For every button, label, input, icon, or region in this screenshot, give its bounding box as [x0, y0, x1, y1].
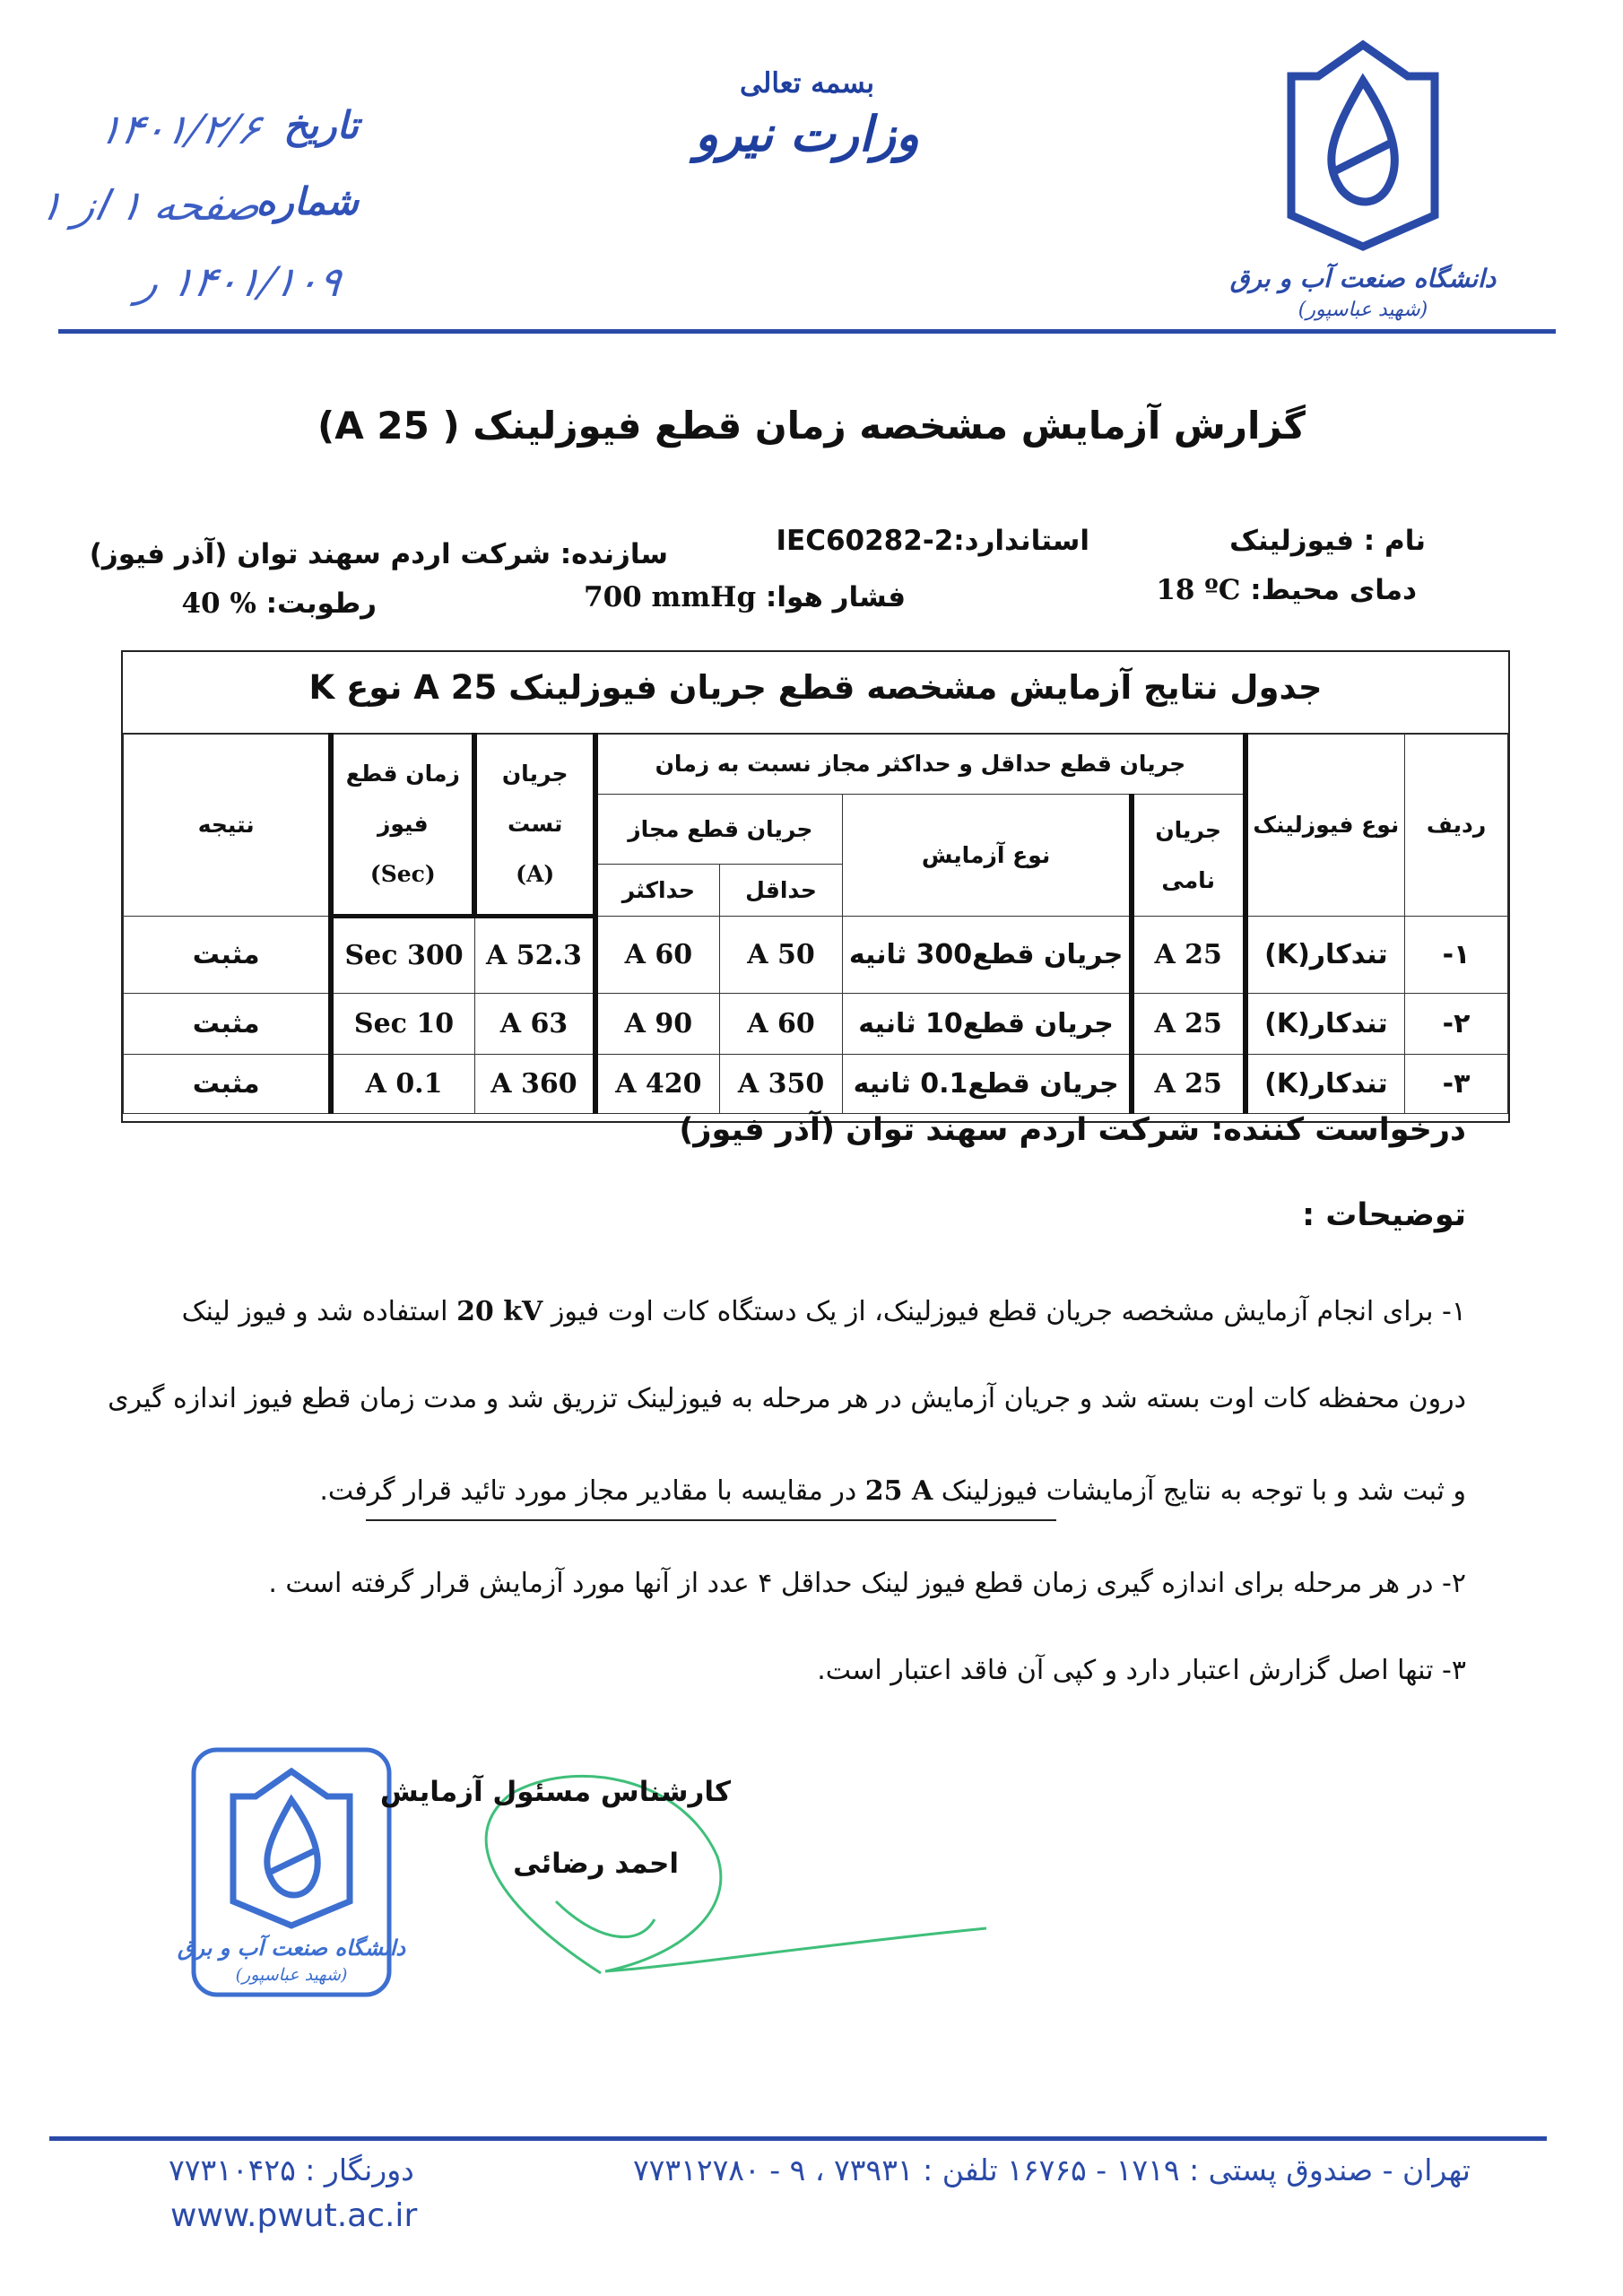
table-row: [124, 994, 1508, 1055]
date-value: ۱۴۰۱/۲/۶: [94, 105, 265, 153]
cell-test-current: 52.3 A: [474, 917, 595, 994]
cell-fuse-type: تندکار(K): [1245, 917, 1405, 994]
note-line-3: [319, 1475, 1466, 1507]
header-min: حداقل: [719, 865, 843, 917]
info-standard: استاندارد:IEC60282-2: [776, 525, 1089, 557]
attachment-value: ۱۴۰۱/۱۰۹ ر: [133, 257, 346, 306]
number-label: شماره: [256, 179, 359, 223]
cell-test-type: جریان قطع10 ثانیه: [843, 994, 1132, 1055]
notes-heading: توضیحات :: [1302, 1197, 1466, 1233]
cell-fuse-time: 0.1 A: [331, 1055, 474, 1114]
note-line-3a: و ثبت شد و با توجه به نتایج آزمایشات فیوزلینک: [933, 1475, 1466, 1507]
cell-row-no: ۲-: [1405, 994, 1508, 1055]
table-row: [124, 917, 1508, 994]
number-row: [18, 179, 359, 244]
humidity-value: 40 %: [181, 587, 256, 620]
note-line-1a: ۱- برای انجام آزمایش مشخصه جریان قطع فیوزلینک، از یک دستگاه کات اوت فیوز: [542, 1296, 1466, 1327]
cell-fuse-type: تندکار(K): [1245, 994, 1405, 1055]
cell-fuse-type: تندکار(K): [1245, 1055, 1405, 1114]
footer-address: تهران - صندوق پستی : ۱۷۱۹ - ۱۶۷۶۵ تلفن : ۷۳۹۳۱ ، ۹ - ۷۷۳۱۲۷۸۰: [632, 2152, 1471, 2187]
signature-title: کارشناس مسئول آزمایش: [379, 1776, 731, 1808]
results-table-frame: [121, 650, 1510, 1123]
cell-max: 60 A: [595, 917, 719, 994]
svg-text:دانشگاه صنعت آب و برق: دانشگاه صنعت آب و برق: [177, 1935, 406, 1961]
note-line-1b: 20 kV: [456, 1296, 543, 1327]
signature-block: [379, 1758, 825, 2009]
table-title: جدول نتایج آزمایش مشخصه قطع جریان فیوزلینک 25 A نوع K: [123, 652, 1508, 735]
cell-test-type: جریان قطع300 ثانیه: [843, 917, 1132, 994]
requester: درخواست کننده: شرکت اردم سهند توان (آذر فیوز): [679, 1112, 1466, 1148]
cell-min: 60 A: [719, 994, 843, 1055]
footer-website: www.pwut.ac.ir: [170, 2197, 418, 2234]
cell-rated-current: 25 A: [1132, 994, 1245, 1055]
header-result: نتیجه: [124, 734, 332, 917]
cell-test-type: جریان قطع0.1 ثانیه: [843, 1055, 1132, 1114]
cell-fuse-time: 300 Sec: [331, 917, 474, 994]
cell-result: مثبت: [124, 994, 332, 1055]
results-table: [123, 733, 1508, 1114]
date-row: [18, 103, 359, 168]
svg-text:دانشگاه صنعت آب و برق: دانشگاه صنعت آب و برق: [1229, 264, 1497, 293]
header-group: جریان قطع حداقل و حداکثر مجاز نسبت به زمان: [595, 734, 1245, 795]
header-test-type: نوع آزمایش: [843, 795, 1132, 917]
header-fuse-time: [331, 734, 474, 917]
reference-block: [18, 103, 359, 327]
pressure-value: 700 mmHg: [584, 581, 757, 613]
pressure-label: فشار هوا:: [765, 581, 906, 613]
header-max: حداکثر: [595, 865, 719, 917]
cell-min: 50 A: [719, 917, 843, 994]
note-line-3b: 25 A: [864, 1475, 933, 1507]
header-fuse-type: نوع فیوزلینک: [1245, 734, 1405, 917]
cell-max: 90 A: [595, 994, 719, 1055]
info-name: نام : فیوزلینک: [1229, 525, 1426, 557]
date-label: تاریخ: [283, 103, 359, 147]
note-line-2: درون محفظه کات اوت بسته شد و جریان آزمایش در هر مرحله به فیوزلینک تزریق شد و مدت زمان قطع فیوز اندازه گیری: [108, 1383, 1466, 1414]
note-line-4: ۲- در هر مرحله برای اندازه گیری زمان قطع فیوز لینک حداقل ۴ عدد از آنها مورد آزمایش قرار گرفته است .: [268, 1568, 1466, 1599]
cell-min: 350 A: [719, 1055, 843, 1114]
university-stamp: [177, 1744, 406, 2000]
header-center: [681, 67, 933, 162]
note-line-5: ۳- تنها اصل گزارش اعتبار دارد و کپی آن فاقد اعتبار است.: [817, 1655, 1466, 1686]
header-test-current: [474, 734, 595, 917]
cell-fuse-time: 10 Sec: [331, 994, 474, 1055]
bismillah: بسمه تعالی: [740, 67, 874, 100]
svg-text:(شهید عباسپور): (شهید عباسپور): [235, 1965, 348, 1985]
info-pressure: [584, 581, 906, 613]
note-line-3c: در مقایسه با مقادیر مجاز مورد تائید قرار گرفت.: [319, 1475, 865, 1507]
number-value: صفحه ۱ از ۱: [35, 181, 265, 230]
cell-rated-current: 25 A: [1132, 917, 1245, 994]
header-divider: [58, 329, 1556, 334]
header-fuse-time-line3: (Sec): [369, 860, 436, 887]
note-line-1: [182, 1296, 1466, 1327]
header-row-no: ردیف: [1405, 734, 1508, 917]
cell-test-current: 63 A: [474, 994, 595, 1055]
header-fuse-time-line1: زمان قطع: [345, 760, 460, 787]
cell-result: مثبت: [124, 1055, 332, 1114]
header-rated-current: جریان نامی: [1132, 795, 1245, 917]
header-test-current-line2: تست: [508, 810, 563, 837]
table-row: [124, 1055, 1508, 1114]
ministry-name: وزارت نیرو: [694, 105, 920, 162]
cell-rated-current: 25 A: [1132, 1055, 1245, 1114]
ambient-temp-label: دمای محیط:: [1250, 574, 1417, 606]
signature-name: احمد رضائی: [513, 1848, 679, 1880]
cell-row-no: ۱-: [1405, 917, 1508, 994]
cell-max: 420 A: [595, 1055, 719, 1114]
svg-text:(شهید عباسپور): (شهید عباسپور): [1298, 299, 1428, 321]
ambient-temp-value: 18 ºC: [1156, 574, 1241, 606]
report-title: گزارش آزمایش مشخصه زمان قطع فیوزلینک ( 25 A): [317, 404, 1306, 448]
note-underline: [366, 1519, 1056, 1521]
header-allowed: جریان قطع مجاز: [595, 795, 843, 865]
attachment-row: [18, 256, 359, 320]
humidity-label: رطوبت:: [265, 587, 377, 620]
header-test-current-line3: (A): [516, 860, 555, 887]
cell-test-current: 360 A: [474, 1055, 595, 1114]
info-manufacturer: سازنده: شرکت اردم سهند توان (آذر فیوز): [89, 538, 668, 570]
cell-row-no: ۳-: [1405, 1055, 1508, 1114]
info-ambient-temp: [1156, 574, 1417, 606]
university-logo: [1229, 36, 1497, 323]
footer-divider: [49, 2136, 1547, 2141]
info-humidity: [181, 587, 377, 620]
cell-result: مثبت: [124, 917, 332, 994]
header-fuse-time-line2: فیوز: [377, 810, 429, 837]
header-test-current-line1: جریان: [501, 760, 568, 787]
footer-fax: دورنگار : ۷۷۳۱۰۴۲۵: [169, 2152, 414, 2187]
note-line-1c: استفاده شد و فیوز لینک: [181, 1296, 457, 1327]
